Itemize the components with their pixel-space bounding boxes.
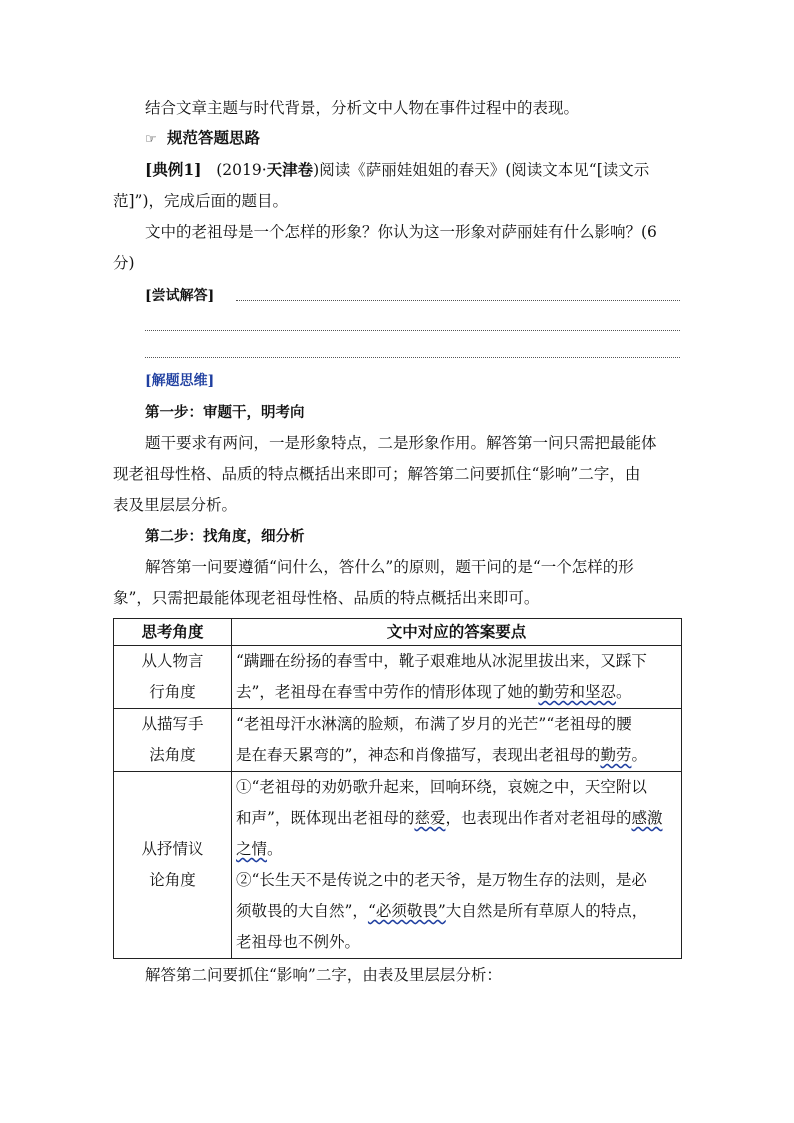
point-text: 老祖母也不例外。 <box>236 933 361 951</box>
example-source-pre: (2019· <box>216 161 267 179</box>
key-phrase: 勤劳 <box>600 746 632 764</box>
table-header-row <box>114 619 682 646</box>
thinking-label: [解题思维] <box>145 373 215 389</box>
point-text: “蹒跚在纷扬的春雪中，靴子艰难地从冰泥里拔出来，又踩下 <box>236 652 647 670</box>
pointing-hand-icon: ☞ <box>145 132 157 147</box>
key-phrase: 感激 <box>631 809 663 827</box>
example-label: [典例1] <box>145 160 202 179</box>
table-angle-cell <box>114 646 232 709</box>
point-text: ②“长生天不是传说之中的老天爷，是万物生存的法则，是必 <box>236 871 647 889</box>
key-phrase: 之情 <box>236 840 268 858</box>
point-text: 须敬畏的大自然”，“必须敬畏”大自然是所有草原人的特点， <box>236 902 648 920</box>
angle-text: 法角度 <box>149 746 196 764</box>
closing-paragraph: 解答第二问要抓住“影响”二字，由表及里层层分析： <box>145 966 502 984</box>
answer-table <box>113 618 682 959</box>
table-angle-cell <box>114 709 232 772</box>
step2-line-2: 象”，只需把最能体现老祖母性格、品质的特点概括出来即可。 <box>113 589 540 607</box>
table-header-angle: 思考角度 <box>114 619 232 646</box>
table-angle-cell <box>114 772 232 959</box>
step1-line-3: 表及里层层分析。 <box>113 496 238 514</box>
answer-line-1 <box>236 300 680 301</box>
intro-paragraph: 结合文章主题与时代背景，分析文中人物在事件过程中的表现。 <box>145 99 580 117</box>
step2-title: 第二步：找角度，细分析 <box>145 528 305 545</box>
table-row <box>114 646 682 709</box>
angle-text: 从描写手 <box>141 715 204 733</box>
section-heading-text: 规范答题思路 <box>167 128 261 147</box>
point-text: 之情。 <box>236 840 283 858</box>
table-header-points: 文中对应的答案要点 <box>232 619 682 646</box>
table-point-cell <box>232 709 682 772</box>
example-source-bold: 天津卷 <box>266 160 314 179</box>
angle-text: 从抒情议 <box>141 840 204 858</box>
table-row <box>114 709 682 772</box>
angle-text: 从人物言 <box>141 652 204 670</box>
table-row <box>114 772 682 959</box>
angle-text: 行角度 <box>149 683 196 701</box>
point-text: 是在春天累弯的”，神态和肖像描写，表现出老祖母的勤劳。 <box>236 746 647 764</box>
question-line-2: 分) <box>113 254 135 272</box>
question-line-1: 文中的老祖母是一个怎样的形象？你认为这一形象对萨丽娃有什么影响？(6 <box>145 223 657 241</box>
answer-line-2 <box>145 330 680 331</box>
key-phrase: 勤劳和坚忍 <box>538 683 616 701</box>
answer-line-3 <box>145 357 680 358</box>
key-phrase: “必须敬畏” <box>367 902 446 920</box>
section-heading <box>145 128 260 150</box>
example-line-2: 范]”)，完成后面的题目。 <box>113 192 289 210</box>
point-text: 去”，老祖母在春雪中劳作的情形体现了她的勤劳和坚忍。 <box>236 683 632 701</box>
step2-line-1: 解答第一问要遵循“问什么，答什么”的原则，题干问的是“一个怎样的形 <box>145 558 634 576</box>
example-line-1 <box>145 160 649 180</box>
try-answer-label: [尝试解答] <box>145 288 215 304</box>
table-point-cell <box>232 646 682 709</box>
example-source-post: )阅读《萨丽娃姐姐的春天》(阅读文本见“[读文示 <box>313 161 650 179</box>
step1-line-2: 现老祖母性格、品质的特点概括出来即可；解答第二问要抓住“影响”二字，由 <box>113 465 641 483</box>
point-text: ①“老祖母的劝奶歌升起来，回响环绕，哀婉之中，天空附以 <box>236 778 647 796</box>
step1-line-1: 题干要求有两问，一是形象特点，二是形象作用。解答第一问只需把最能体 <box>145 434 657 452</box>
table-point-cell <box>232 772 682 959</box>
point-text: 和声”，既体现出老祖母的慈爱，也表现出作者对老祖母的感激 <box>236 809 663 827</box>
step1-title: 第一步：审题干，明考向 <box>145 404 305 421</box>
point-text: “老祖母汗水淋漓的脸颊，布满了岁月的光芒”“老祖母的腰 <box>236 715 632 733</box>
key-phrase: 慈爱 <box>414 809 446 827</box>
angle-text: 论角度 <box>149 871 196 889</box>
